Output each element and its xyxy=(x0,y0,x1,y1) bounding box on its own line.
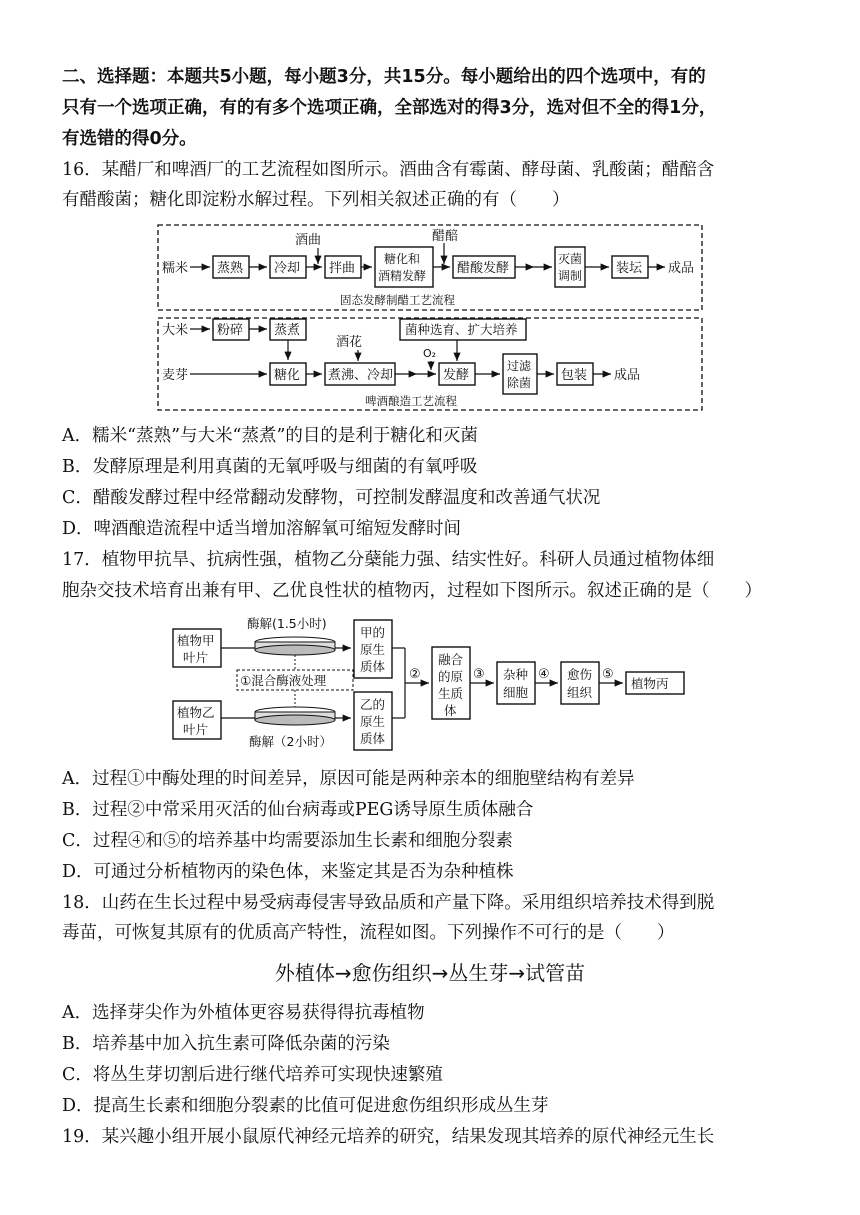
vinegar-step-acetic: 醋酸发酵 xyxy=(457,261,510,276)
q17-option-c: C．过程④和⑤的培养基中均需要添加生长素和细胞分裂素 xyxy=(62,831,513,851)
vinegar-step-cool: 冷却 xyxy=(274,261,301,276)
proto-a-2: 原生 xyxy=(360,642,386,657)
hybrid-2: 细胞 xyxy=(503,685,529,700)
vinegar-add-cupei: 醋醅 xyxy=(432,229,459,244)
q19-stem-line-1: 19．某兴趣小组开展小鼠原代神经元培养的研究，结果发现其培养的原代神经元生长 xyxy=(62,1127,715,1147)
plant-a-label-2: 叶片 xyxy=(183,650,209,665)
q18-stem-line-1: 18．山药在生长过程中易受病毒侵害导致品质和产量下降。采用组织培养技术得到脱 xyxy=(62,893,715,913)
section-header-line-2: 只有一个选项正确，有的有多个选项正确，全部选对的得3分，选对但不全的得1分， xyxy=(62,98,717,118)
proto-b-1: 乙的 xyxy=(360,697,386,712)
callus-2: 组织 xyxy=(567,685,593,700)
mix-enzyme-label: ①混合酶液处理 xyxy=(240,673,327,688)
enzyme-a-label: 酶解(1.5小时) xyxy=(247,616,327,631)
q18-stem-line-2: 毒苗，可恢复其原有的优质高产特性，流程如图。下列操作不可行的是（ ） xyxy=(62,923,675,943)
fused-4: 体 xyxy=(444,703,457,718)
q17-option-a: A．过程①中酶处理的时间差异，原因可能是两种亲本的细胞壁结构有差异 xyxy=(62,769,635,789)
section-header-line-1: 二、选择题：本题共5小题，每小题3分，共15分。每小题给出的四个选项中，有的 xyxy=(62,67,706,87)
q17-stem-line-1: 17．植物甲抗旱、抗病性强，植物乙分蘖能力强、结实性好。科研人员通过植物体细 xyxy=(62,550,715,570)
beer-step-sterilize: 除菌 xyxy=(507,376,532,390)
q16-process-diagram xyxy=(150,222,710,414)
q16-stem-line-1: 16．某醋厂和啤酒厂的工艺流程如图所示。酒曲含有霉菌、酵母菌、乳酸菌；醋醅含 xyxy=(62,160,715,180)
vinegar-output: 成品 xyxy=(668,261,695,276)
beer-strain-culture: 菌种选育、扩大培养 xyxy=(405,322,518,337)
step-5-label: ⑤ xyxy=(602,667,614,682)
q18-flow: 外植体→愈伤组织→丛生芽→试管苗 xyxy=(274,961,586,985)
fused-3: 生质 xyxy=(438,686,464,701)
beer-step-boil-rice: 蒸煮 xyxy=(274,323,301,338)
step-3-label: ③ xyxy=(473,667,485,682)
vinegar-step-saccharify: 糖化和 xyxy=(384,252,421,266)
q17-fusion-diagram xyxy=(165,612,715,752)
q16-stem-line-2: 有醋酸菌；糖化即淀粉水解过程。下列相关叙述正确的有（ ） xyxy=(62,190,570,210)
vinegar-add-jiuqu: 酒曲 xyxy=(295,233,322,248)
enzyme-b-label: 酶解（2小时） xyxy=(249,734,332,749)
q18-option-a: A．选择芽尖作为外植体更容易获得得抗毒植物 xyxy=(62,1003,425,1023)
q18-option-b: B．培养基中加入抗生素可降低杂菌的污染 xyxy=(62,1034,390,1054)
q16-option-c: C．醋酸发酵过程中经常翻动发酵物，可控制发酵温度和改善通气状况 xyxy=(62,488,601,508)
vinegar-step-mix: 拌曲 xyxy=(329,261,356,276)
q16-option-b: B．发酵原理是利用真菌的无氧呼吸与细菌的有氧呼吸 xyxy=(62,457,478,477)
callus-1: 愈伤 xyxy=(567,667,593,682)
q18-option-d: D．提高生长素和细胞分裂素的比值可促进愈伤组织形成丛生芽 xyxy=(62,1096,549,1116)
beer-o2: O₂ xyxy=(423,347,437,360)
beer-add-hops: 酒花 xyxy=(336,335,363,350)
proto-a-3: 质体 xyxy=(360,659,386,674)
plant-b-label-1: 植物乙 xyxy=(177,705,215,720)
plant-b-label-2: 叶片 xyxy=(183,722,209,737)
vinegar-step-blend: 调制 xyxy=(558,269,583,283)
hybrid-1: 杂种 xyxy=(503,667,529,682)
fused-1: 融合 xyxy=(438,652,464,667)
beer-input-malt: 麦芽 xyxy=(162,368,189,383)
proto-b-2: 原生 xyxy=(360,714,386,729)
fused-2: 的原 xyxy=(438,669,464,684)
vinegar-input: 糯米 xyxy=(162,261,189,276)
beer-step-ferment: 发酵 xyxy=(443,368,470,383)
vinegar-step-sterilize: 灭菌 xyxy=(558,252,583,266)
beer-output: 成品 xyxy=(614,368,641,383)
step-2-label: ② xyxy=(409,667,421,682)
q16-option-d: D．啤酒酿造流程中适当增加溶解氧可缩短发酵时间 xyxy=(62,519,462,539)
plant-a-label-1: 植物甲 xyxy=(177,633,215,648)
q18-option-c: C．将丛生芽切割后进行继代培养可实现快速繁殖 xyxy=(62,1065,443,1085)
q17-option-b: B．过程②中常采用灭活的仙台病毒或PEG诱导原生质体融合 xyxy=(62,800,534,820)
beer-step-boil-cool: 煮沸、冷却 xyxy=(328,368,394,383)
plant-c-label: 植物丙 xyxy=(631,676,669,691)
vinegar-step-jar: 装坛 xyxy=(616,261,643,276)
section-header-line-3: 有选错的得0分。 xyxy=(62,129,197,149)
beer-step-package: 包装 xyxy=(561,368,588,383)
beer-step-saccharify: 糖化 xyxy=(274,368,301,383)
beer-step-grind: 粉碎 xyxy=(217,323,244,338)
proto-b-3: 质体 xyxy=(360,731,386,746)
q17-stem-line-2: 胞杂交技术培育出兼有甲、乙优良性状的植物丙，过程如下图所示。叙述正确的是（ ） xyxy=(62,581,762,601)
q16-option-a: A．糯米“蒸熟”与大米“蒸煮”的目的是利于糖化和灭菌 xyxy=(62,426,478,446)
vinegar-caption: 固态发酵制醋工艺流程 xyxy=(340,293,455,307)
step-4-label: ④ xyxy=(538,667,550,682)
vinegar-step-steam: 蒸熟 xyxy=(217,261,244,276)
vinegar-step-alcohol: 酒精发酵 xyxy=(378,269,427,283)
proto-a-1: 甲的 xyxy=(360,625,386,640)
beer-step-filter: 过滤 xyxy=(507,359,532,373)
q17-option-d: D．可通过分析植物丙的染色体，来鉴定其是否为杂种植株 xyxy=(62,862,514,882)
beer-input-rice: 大米 xyxy=(162,323,189,338)
beer-caption: 啤酒酿造工艺流程 xyxy=(365,394,457,408)
